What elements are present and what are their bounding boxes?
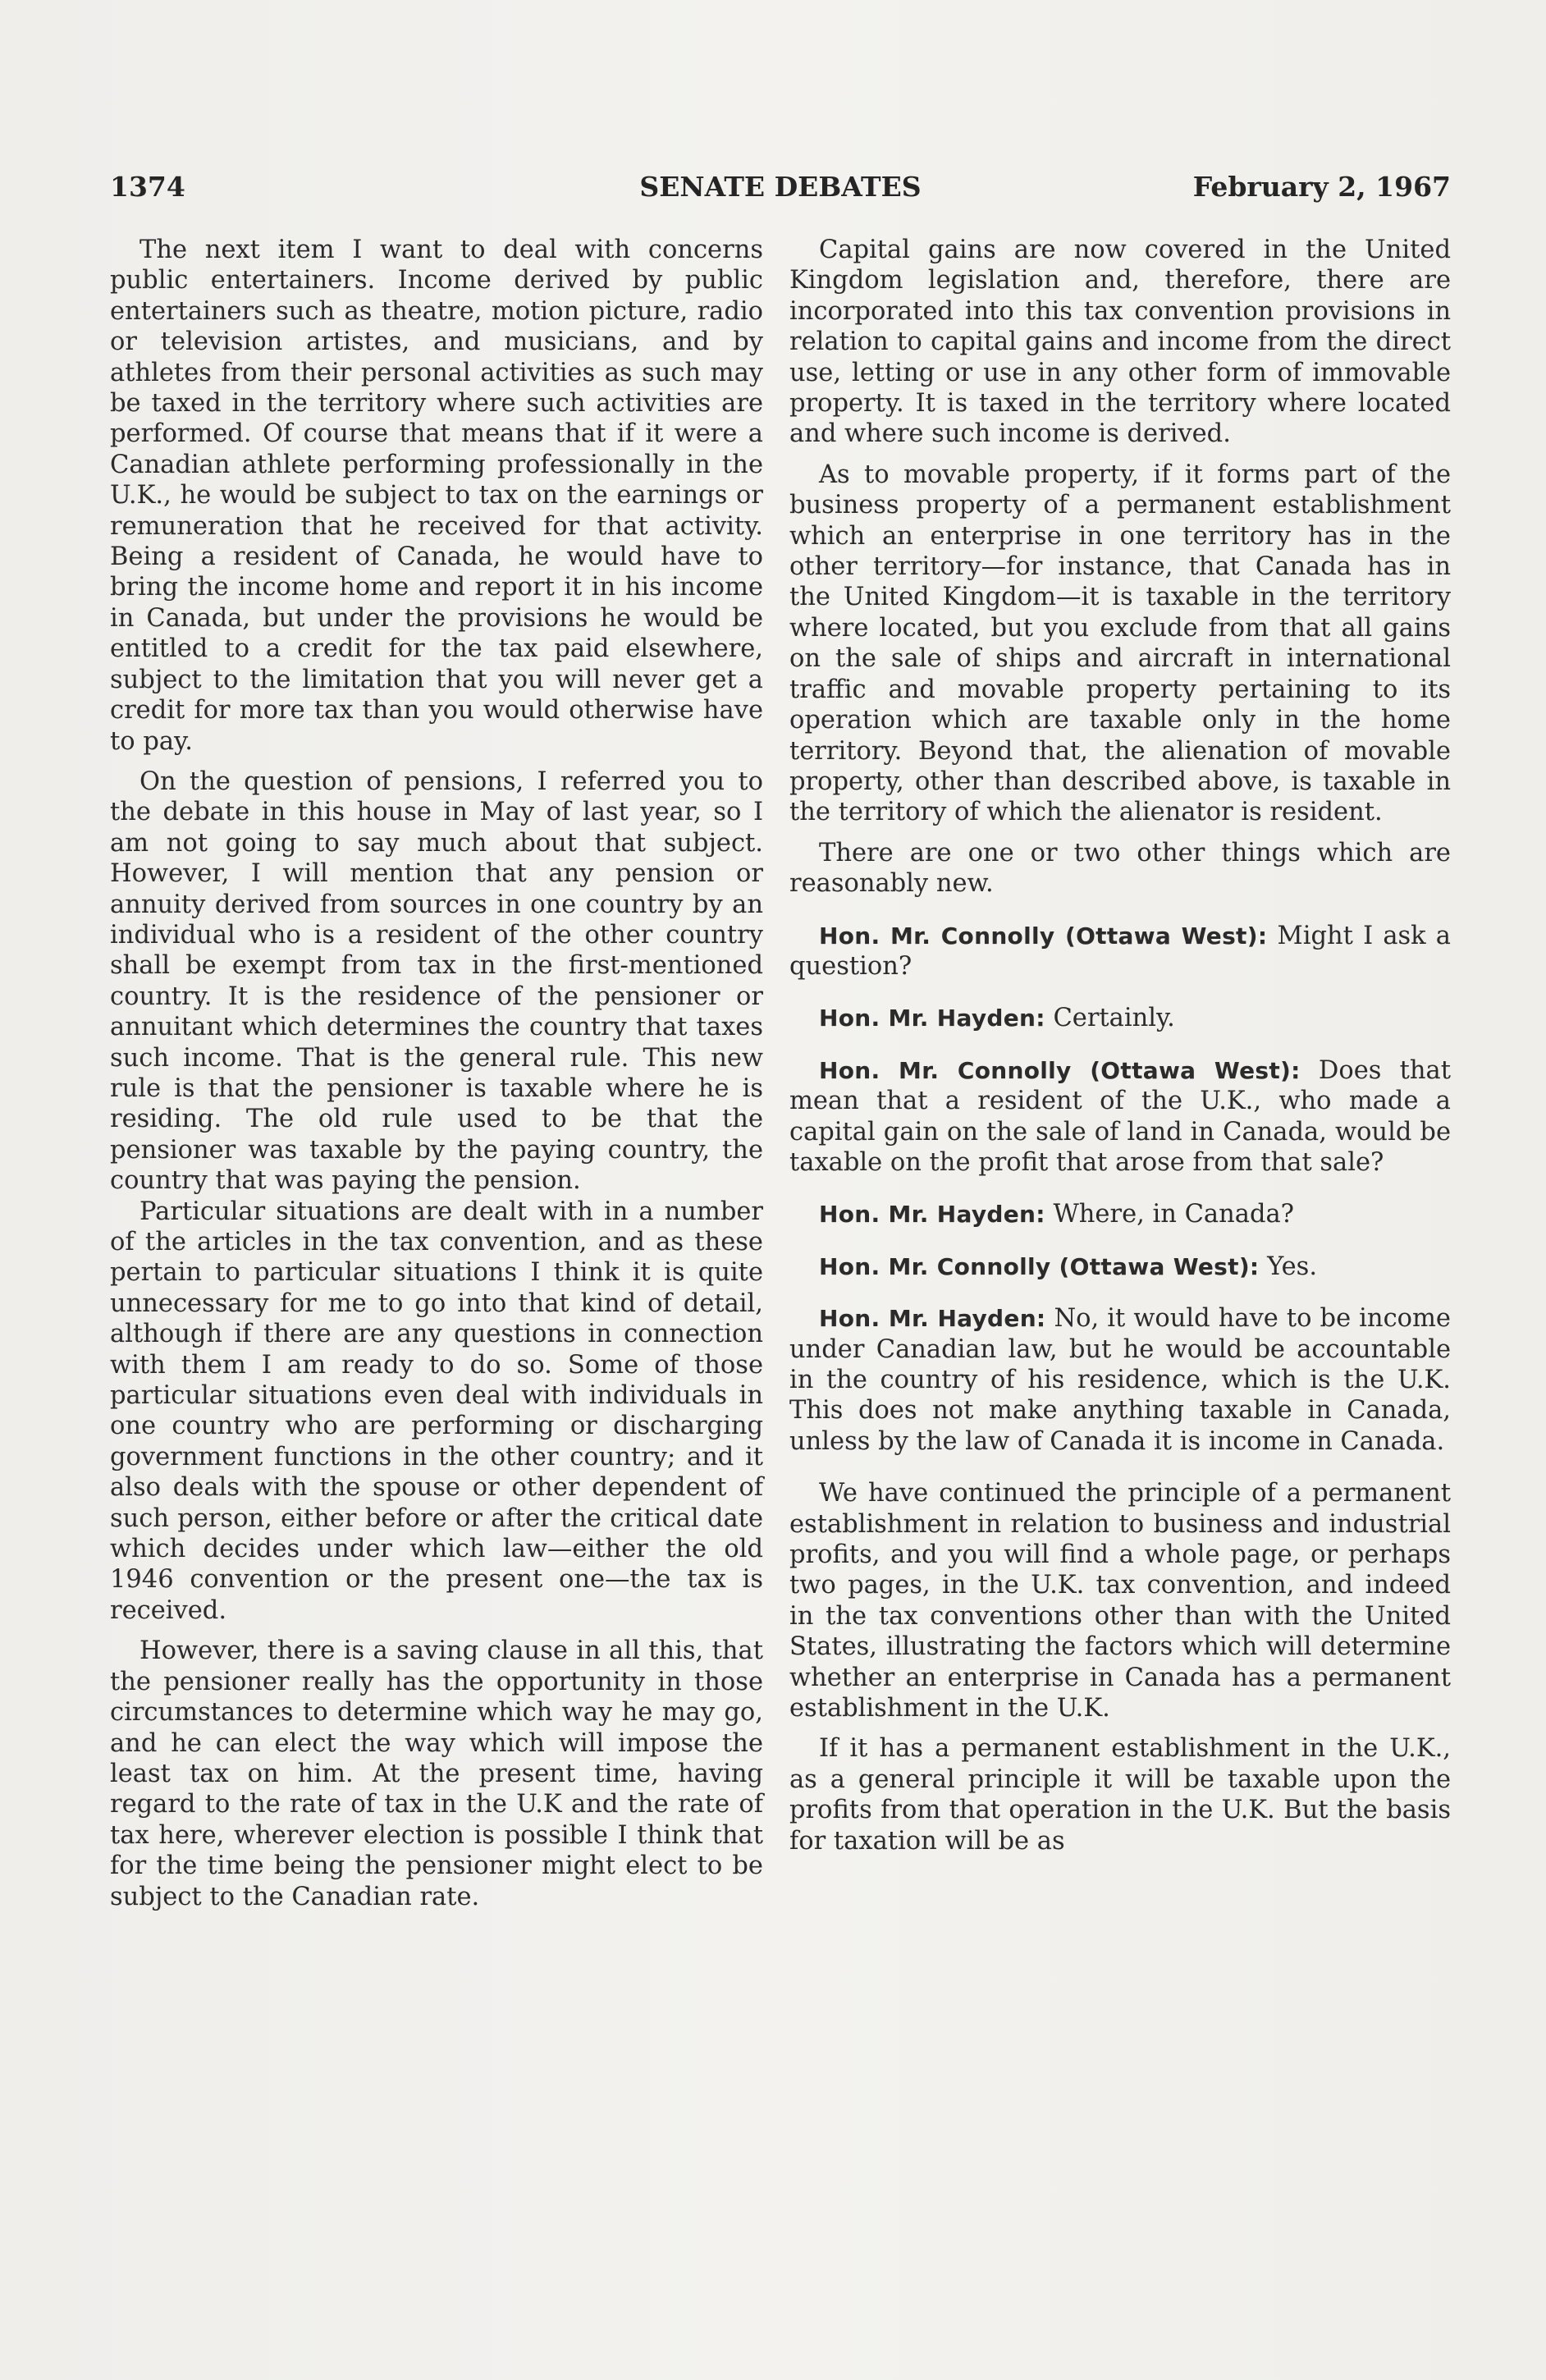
speech-hayden-2 [789, 1199, 1451, 1229]
publication-date: February 2, 1967 [1192, 171, 1451, 203]
paragraph-permanent-establishment: We have continued the principle of a permanent establishment in relation to business and industrial profits, and you will find a whole page, or perhaps two pages, in the U.K. tax convention, and indeed in the tax conventions other than with the United States, illustrating the factors which will determine whether an enterprise in Canada has a permanent establishment in the U.K. [789, 1479, 1451, 1723]
speaker-name: Hon. Mr. Hayden: [819, 1305, 1046, 1333]
speech-text: Does that mean that a resident of the U.K., who made a capital gain on the sale of land in Canada, would be taxable on the profit that arose from that sale? [789, 1055, 1451, 1177]
speech-hayden-1 [789, 1003, 1451, 1033]
paragraph-public-entertainers: The next item I want to deal with concerns public entertainers. Income derived by public entertainers such as theatre, motion picture, radio or television artistes, and musicians, and by athletes from their personal activities as such may be taxed in the territory where such activities are performed. Of course that means that if it were a Canadian athlete performing professionally in the U.K., he would be subject to tax on the earnings or remuneration that he received for that activity. Being a resident of Canada, he would have to bring the income home and report it in his income in Canada, but under the provisions he would be entitled to a credit for the tax paid elsewhere, subject to the limitation that you will never get a credit for more tax than you would otherwise have to pay. [110, 236, 763, 756]
speech-connolly-1 [789, 921, 1451, 982]
page-header [110, 171, 1451, 210]
speaker-name: Hon. Mr. Hayden: [819, 1005, 1045, 1032]
speech-text: Certainly. [1045, 1004, 1175, 1033]
speech-text: No, it would have to be income under Canadian law, but he would be accountable in the country of his residence, which is the U.K. This does not make anything taxable in Canada, unless by the law of Canada it is income in Canada. [789, 1304, 1451, 1456]
speech-connolly-3 [789, 1252, 1451, 1282]
page-number: 1374 [110, 171, 185, 203]
speech-text: Might I ask a question? [789, 921, 1451, 981]
paragraph-other-things: There are one or two other things which are reasonably new. [789, 838, 1451, 899]
left-column [110, 235, 763, 1922]
speaker-name: Hon. Mr. Connolly (Ottawa West): [819, 1252, 1260, 1280]
speaker-name: Hon. Mr. Connolly (Ottawa West): [819, 1056, 1301, 1084]
paragraph-particular-situations: Particular situations are dealt with in a number of the articles in the tax convention, and as these pertain to particular situations I think it is quite unnecessary for me to go into that kind of detail, although if there are any questions in connection with them I am ready to do so. Some of those particular situations even deal with individuals in one country who are performing or discharging government functions in the other country; and it also deals with the spouse or other dependent of such person, either before or after the critical date which decides under which law—either the old 1946 convention or the present one—the tax is received. [110, 1197, 763, 1625]
speech-text: Yes. [1259, 1252, 1318, 1281]
speech-hayden-3 [789, 1303, 1451, 1457]
speech-text: Where, in Canada? [1045, 1200, 1295, 1229]
speaker-name: Hon. Mr. Hayden: [819, 1201, 1045, 1229]
right-column [789, 235, 1451, 1866]
publication-title: SENATE DEBATES [639, 171, 922, 203]
paragraph-movable-property: As to movable property, if it forms part of the business property of a permanent establishment which an enterprise in one territory has in the other territory—for instance, that Canada has in the United Kingdom—it is taxable in the territory where located, but you exclude from that all gains on the sale of ships and aircraft in international traffic and movable property pertaining to its operation which are taxable only in the home territory. Beyond that, the alienation of movable property, other than described above, is taxable in the territory of which the alienator is resident. [789, 460, 1451, 827]
paragraph-pensions: On the question of pensions, I referred you to the debate in this house in May of last year, so I am not going to say much about that subject. However, I will mention that any pension or annuity derived from sources in one country by an individual who is a resident of the other country shall be exempt from tax in the first-mentioned country. It is the residence of the pensioner or annuitant which determines the country that taxes such income. That is the general rule. This new rule is that the pensioner is taxable where he is residing. The old rule used to be that the pensioner was taxable by the paying country, the country that was paying the pension. [110, 767, 763, 1196]
paragraph-saving-clause: However, there is a saving clause in all this, that the pensioner really has the opportunity in those circumstances to determine which way he may go, and he can elect the way which will impose the least tax on him. At the present time, having regard to the rate of tax in the U.K and the rate of tax here, wherever election is possible I think that for the time being the pensioner might elect to be subject to the Canadian rate. [110, 1636, 763, 1911]
speech-connolly-2 [789, 1055, 1451, 1179]
speaker-name: Hon. Mr. Connolly (Ottawa West): [819, 922, 1268, 950]
paragraph-capital-gains: Capital gains are now covered in the United Kingdom legislation and, therefore, there are incorporated into this tax convention provisions in relation to capital gains and income from the direct use, letting or use in any other form of immovable property. It is taxed in the territory where located and where such income is derived. [789, 236, 1451, 449]
paragraph-taxable-profits: If it has a permanent establishment in the U.K., as a general principle it will be taxable upon the profits from that operation in the U.K. But the basis for taxation will be as [789, 1734, 1451, 1856]
